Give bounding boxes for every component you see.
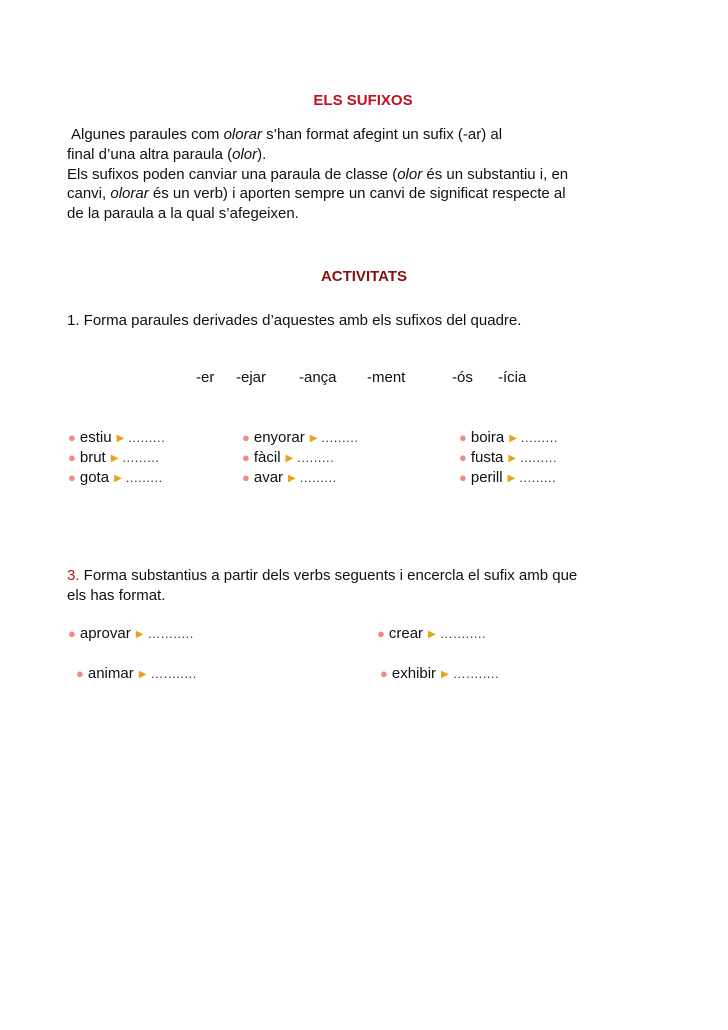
verb-item: ● crear ▶ …........: [377, 625, 487, 642]
exercise-number: 3.: [67, 567, 80, 584]
answer-blank[interactable]: .........: [297, 449, 335, 465]
suffix-item: -ança: [299, 369, 337, 386]
bullet-icon: ●: [68, 626, 76, 641]
word-column-1: [68, 428, 165, 487]
answer-blank[interactable]: …........: [150, 666, 197, 681]
verb-item: ● exhibir ▶ …........: [380, 665, 500, 682]
arrow-right-icon: ▶: [116, 433, 125, 444]
answer-blank[interactable]: .........: [299, 469, 337, 485]
suffix-box: [0, 369, 728, 391]
page-title: ELS SUFIXOS: [313, 92, 413, 109]
intro-line-5: de la paraula a la qual s’afegeixen.: [67, 205, 299, 223]
bullet-icon: ●: [242, 430, 250, 445]
bullet-icon: ●: [459, 430, 467, 445]
answer-blank[interactable]: …........: [147, 626, 194, 641]
bullet-icon: ●: [68, 430, 76, 445]
word-column-2: [242, 428, 358, 487]
arrow-right-icon: ▶: [428, 629, 436, 640]
activities-heading: ACTIVITATS: [320, 268, 408, 285]
arrow-right-icon: ▶: [507, 472, 516, 484]
word-item: ● enyorar ▶ .........: [242, 429, 359, 446]
arrow-right-icon: ▶: [114, 472, 122, 484]
word-item: ● brut ▶ .........: [68, 448, 160, 466]
word-column-3: [459, 428, 558, 487]
bullet-icon: ●: [242, 469, 250, 485]
suffix-item: -ment: [367, 369, 406, 386]
arrow-right-icon: ▶: [509, 433, 517, 444]
intro-paragraph: [67, 125, 667, 224]
answer-blank[interactable]: .........: [125, 469, 163, 485]
arrow-right-icon: ▶: [138, 669, 147, 680]
bullet-icon: ●: [242, 449, 250, 465]
exercise-1-instruction: 1. Forma paraules derivades d’aquestes amb els sufixos del quadre.: [67, 312, 522, 329]
bullet-icon: ●: [377, 626, 385, 641]
word-item: ● boira ▶ .........: [459, 429, 558, 446]
answer-blank[interactable]: …........: [439, 626, 487, 641]
suffix-item: -ós: [452, 369, 473, 386]
answer-blank[interactable]: .........: [520, 430, 558, 445]
answer-blank[interactable]: .........: [519, 469, 557, 485]
intro-line-1: Algunes paraules com olorar s’han format afegint un sufix (-ar) al: [71, 126, 503, 143]
arrow-right-icon: ▶: [309, 433, 318, 444]
word-item: ● perill ▶ .........: [459, 468, 557, 486]
bullet-icon: ●: [459, 449, 467, 465]
exercise-3-instruction: 3. Forma substantius a partir dels verbs seguents i encercla el sufix amb que els has format.: [67, 567, 578, 604]
arrow-right-icon: ▶: [441, 669, 449, 680]
answer-blank[interactable]: .........: [122, 449, 160, 465]
answer-blank[interactable]: .........: [321, 430, 359, 445]
arrow-right-icon: ▶: [135, 629, 144, 640]
arrow-right-icon: ▶: [288, 472, 296, 484]
word-item: ● fàcil ▶ .........: [242, 448, 335, 466]
word-item: ● estiu ▶ .........: [68, 429, 166, 446]
bullet-icon: ●: [68, 449, 76, 465]
suffix-item: -er: [196, 369, 215, 386]
intro-line-2: final d’una altra paraula (olor).: [67, 145, 267, 163]
bullet-icon: ●: [68, 469, 76, 485]
arrow-right-icon: ▶: [285, 452, 294, 464]
verb-item: ● animar ▶ …........: [76, 665, 197, 682]
word-item: ● avar ▶ .........: [242, 468, 337, 486]
word-item: ● gota ▶ .........: [68, 468, 163, 486]
suffix-item: -ícia: [498, 369, 527, 386]
suffix-item: -ejar: [236, 369, 267, 386]
word-item: ● fusta ▶ .........: [459, 448, 558, 466]
bullet-icon: ●: [76, 666, 84, 681]
arrow-right-icon: ▶: [508, 452, 517, 464]
bullet-icon: ●: [459, 469, 467, 485]
verb-item: ● aprovar ▶ …........: [68, 625, 194, 642]
bullet-icon: ●: [380, 666, 388, 681]
arrow-right-icon: ▶: [110, 452, 119, 464]
intro-line-4: canvi, olorar és un verb) i aporten sempre un canvi de significat respecte al: [67, 185, 566, 203]
answer-blank[interactable]: …........: [452, 666, 500, 681]
answer-blank[interactable]: .........: [128, 430, 166, 445]
answer-blank[interactable]: .........: [520, 449, 558, 465]
intro-line-3: Els sufixos poden canviar una paraula de classe (olor és un substantiu i, en: [67, 165, 569, 183]
